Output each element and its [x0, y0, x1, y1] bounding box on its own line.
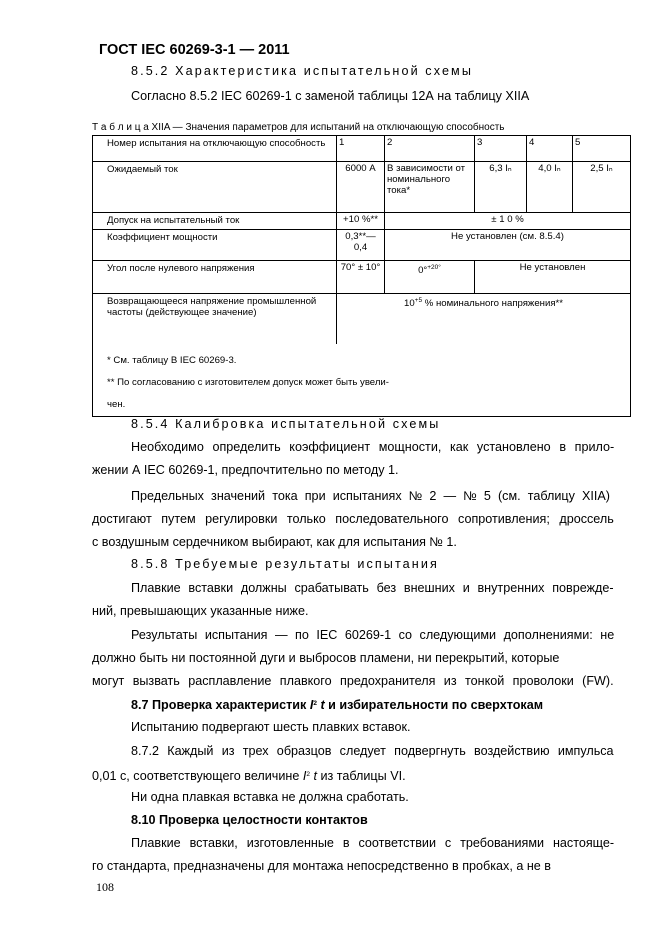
- row-power-factor: [93, 230, 631, 261]
- col-header-3: 3: [475, 136, 527, 162]
- standard-id: ГОСТ IEC 60269-3-1 — 2011: [99, 42, 290, 58]
- section-8-7-p3: Ни одна плавкая вставка не должна сработать.: [131, 790, 409, 804]
- section-8-5-4-p1-line1: Необходимо определить коэффициент мощности, как установлено в прило-: [131, 440, 615, 454]
- row-power-factor-label: Коэффициент мощности: [93, 230, 337, 261]
- section-8-5-8-heading: 8.5.8 Требуемые результаты испытания: [131, 557, 439, 571]
- section-8-5-8-p1-line2: ний, превышающих указанные ниже.: [92, 604, 309, 618]
- section-8-7-2-line1: 8.7.2 Каждый из трех образцов следует подвергнуть воздействию импульса: [131, 744, 614, 758]
- row-tolerance-c1: +10 %**: [337, 213, 385, 230]
- row-power-factor-rest: Не установлен (см. 8.5.4): [385, 230, 631, 261]
- row-current-c3: 6,3 Iₙ: [475, 162, 527, 213]
- table-note-2: ** По согласованию с изготовителем допуск может быть увели-: [107, 376, 389, 388]
- row-tolerance: [93, 213, 631, 230]
- section-8-10-heading: 8.10 Проверка целостности контактов: [131, 813, 368, 827]
- row-power-factor-c1: 0,3**— 0,4: [337, 230, 385, 261]
- row-recovery: [93, 294, 631, 344]
- row-angle-c1: 70° ± 10°: [337, 261, 385, 294]
- row-current-c5: 2,5 Iₙ: [573, 162, 631, 213]
- col-header-2: 2: [385, 136, 475, 162]
- section-8-5-4-p2-line3: с воздушным сердечником выбирают, как для испытания № 1.: [92, 535, 457, 549]
- table-header-row: [93, 136, 631, 162]
- row-angle-rest: Не установлен: [475, 261, 631, 294]
- section-8-5-4-p1-line2: жении А IEC 60269-1, предпочтительно по методу 1.: [92, 463, 399, 477]
- section-8-10-p1-line1: Плавкие вставки, изготовленные в соответствии с требованиями настояще-: [131, 836, 615, 850]
- page-number: 108: [96, 880, 114, 894]
- table-caption: Т а б л и ц а XIIA — Значения параметров для испытаний на отключающую способность: [92, 122, 505, 133]
- col-header-5: 5: [573, 136, 631, 162]
- table-note-1: * См. таблицу В IEC 60269-3.: [107, 354, 237, 366]
- section-8-5-8-p2-line3: могут вызвать расплавление плавкого предохранителя из тонкой проволоки (FW).: [92, 674, 614, 688]
- row-current-c1: 6000 А: [337, 162, 385, 213]
- section-8-5-8-p2-line2: должно быть ни постоянной дуги и выбросов пламени, ни перекрытий, которые: [92, 651, 560, 665]
- row-current-label: Ожидаемый ток: [93, 162, 337, 213]
- section-8-5-4-heading: 8.5.4 Калибровка испытательной схемы: [131, 417, 441, 431]
- row-current-c4: 4,0 Iₙ: [527, 162, 573, 213]
- parameters-table: [92, 135, 631, 417]
- row-recovery-value: $10^{+5}$ % номинального напряжения**: [337, 294, 631, 344]
- row-current: [93, 162, 631, 213]
- header-label-cell: Номер испытания на отключающую способность: [93, 136, 337, 162]
- row-tolerance-label: Допуск на испытательный ток: [93, 213, 337, 230]
- row-angle-c2: 0°$^{+20^\circ}$: [385, 261, 475, 294]
- section-8-7-p1: Испытанию подвергают шесть плавких вставок.: [131, 720, 411, 734]
- section-8-5-2-text: Согласно 8.5.2 IEC 60269-1 с заменой таблицы 12А на таблицу XIIA: [131, 89, 530, 103]
- section-8-7-heading: 8.7 Проверка характеристик $I^2$ t и избирательности по сверхтокам: [131, 698, 544, 712]
- col-header-1: 1: [337, 136, 385, 162]
- row-angle-label: Угол после нулевого напряжения: [93, 261, 337, 294]
- section-8-5-2-heading: 8.5.2 Характеристика испытательной схемы: [131, 64, 473, 78]
- section-8-5-8-p2-line1: Результаты испытания — по IEC 60269-1 со следующими дополнениями: не: [131, 628, 615, 642]
- table-notes-row: [93, 344, 631, 417]
- table-note-3: чен.: [107, 398, 126, 410]
- row-tolerance-rest: ± 1 0 %: [385, 213, 631, 230]
- section-8-5-4-p2-line1: Предельных значений тока при испытаниях № 2 — № 5 (см. таблицу XIIA): [131, 489, 610, 503]
- section-8-5-4-p2-line2: достигают путем регулировки только последовательного сопротивления; дроссель: [92, 512, 614, 526]
- section-8-7-2-line2: 0,01 с, соответствующего величине $I^2$ t из таблицы VI.: [92, 769, 406, 783]
- table-notes: [93, 344, 631, 417]
- row-current-c2: В зависимости от номинального тока*: [385, 162, 475, 213]
- row-recovery-label: Возвращающееся напряжение промышленной частоты (действующее значение): [93, 294, 337, 344]
- section-8-5-8-p1-line1: Плавкие вставки должны срабатывать без внешних и внутренних поврежде-: [131, 581, 614, 595]
- section-8-10-p1-line2: го стандарта, предназначены для монтажа непосредственно в пробках, а не в: [92, 859, 552, 873]
- col-header-4: 4: [527, 136, 573, 162]
- row-angle: [93, 261, 631, 294]
